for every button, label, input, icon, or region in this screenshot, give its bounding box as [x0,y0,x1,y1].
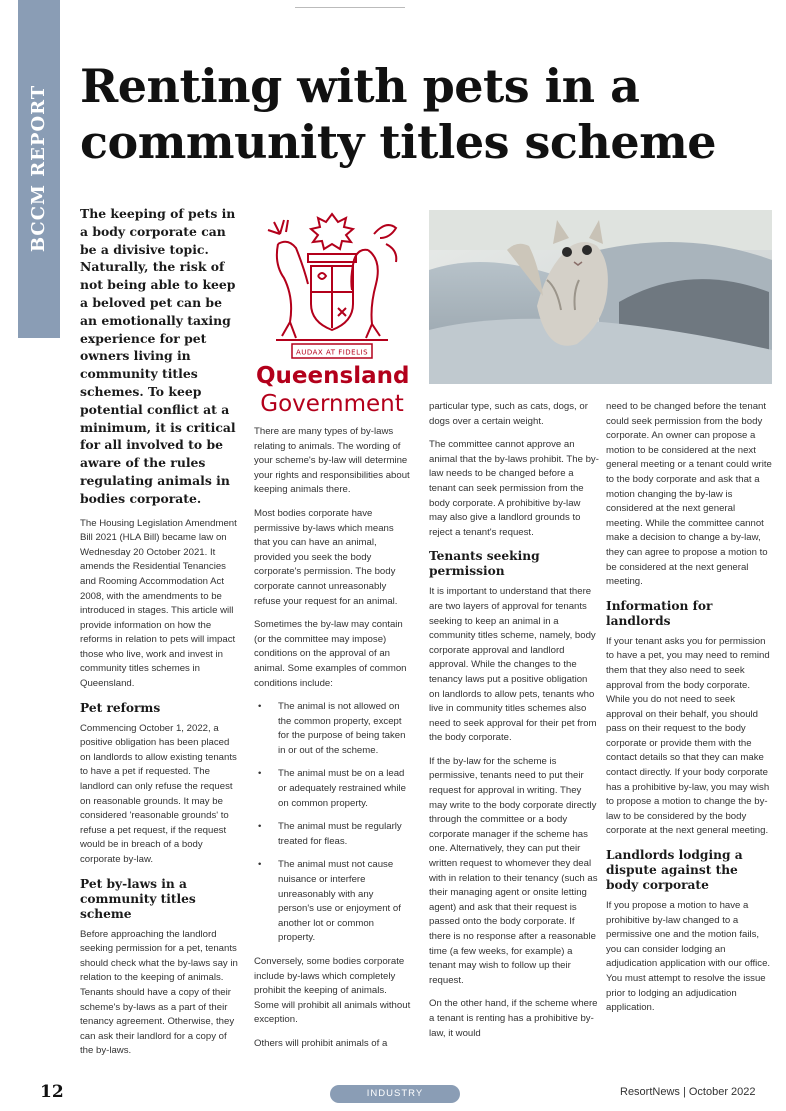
paragraph: Others will prohibit animals of a [254,1037,388,1049]
paragraph: On the other hand, if the scheme where a tenant is renting has a prohibitive by-law, it would [429,998,598,1039]
column-3 [429,400,599,1050]
paragraph: Sometimes the by-law may contain (or the committee may impose) conditions on the approval of an animal. Some examples of common conditions include: [254,619,407,689]
paragraph: The committee cannot approve an animal that the by-laws prohibit. The by-law needs to be changed before a tenant can seek permission from the body corporate. A prohibitive by-law may also give a landlord grounds to reject a tenant's request. [429,439,599,538]
paragraph: need to be changed before the tenant could seek permission from the body corporate. An owner can propose a motion to be considered at the next general meeting or a tenant could write to the body corporate and ask that a motion changing the by-law is considered at the next general meeting. While the committee cannot make a decision to change a by-law, they can agree to propose a motion to be considered at the next general meeting. [606,401,772,588]
queensland-government-wordmark [256,362,408,418]
conditions-list [254,700,412,946]
paragraph: Most bodies corporate have permissive by-laws which means that you can have an animal, provided you seek the body corporate's permission. The body corporate cannot unreasonably refuse your request for an animal. [254,507,398,607]
top-rule [295,7,405,8]
list-item: • The animal must not cause nuisance or interfere unreasonably with any person's use or enjoyment of another lot or common property. [254,858,412,946]
paragraph: It is important to understand that there are two layers of approval for tenants seeking to keep an animal in a community titles scheme, namely, body corporate approval and landlord approval. While the changes to the tenancy laws put a positive obligation on landlords to allow pets, tenants who live in community titles schemes also need to seek approval for their pet from the body corporate. [429,586,597,744]
queensland-crest-logo [256,204,408,364]
heading-pet-bylaws: Pet by-laws in a community titles scheme [80,876,196,921]
publication-info: ResortNews | October 2022 [620,1086,756,1098]
paragraph: Before approaching the landlord seeking permission for a pet, tenants should check what the by-laws say in relation to the keeping of animals. Tenants should have a copy of their scheme's by-laws as a part of their tenancy agreement. Otherwise, they can ask their landlord for a copy of the by-laws. [80,928,238,1057]
wordmark-line-1: Queensland [256,363,410,389]
column-2 [254,425,412,1061]
article-title: Renting with pets in a community titles scheme [80,59,717,169]
wordmark-line-2: Government [260,391,404,417]
list-item: • The animal must be on a lead or adequately restrained while on common property. [254,767,412,811]
heading-information-for-landlords: Information for landlords [606,598,713,628]
heading-landlords-lodging-dispute: Landlords lodging a dispute against the body corporate [606,848,743,893]
column-1 [80,205,242,1068]
heading-tenants-seeking-permission: Tenants seeking permission [429,549,540,579]
paragraph: Conversely, some bodies corporate include by-laws which completely prohibit the keeping of animals. Some will prohibit all animals without exception. [254,956,411,1026]
intro-paragraph: The keeping of pets in a body corporate can be a divisive topic. Naturally, the risk of not being able to keep a beloved pet can be an emotionally taxing experience for pet owners living in community titles schemes. To keep potential conflict at a minimum, it is critical for all involved to be aware of the rules regulating animals in bodies corporate. [80,206,236,506]
paragraph: There are many types of by-laws relating to animals. The wording of your scheme's by-law will determine your rights and responsibilities about keeping animals there. [254,426,410,496]
paragraph: The Housing Legislation Amendment Bill 2021 (HLA Bill) became law on Wednesday 20 October 2021. It amends the Residential Tenancies and Rooming Accommodation Act 2008, with the amendments to be introduced in stages. This article will provide information on how the reforms in relation to pets will impact those who live, work and invest in community titles schemes in Queensland. [80,517,237,690]
section-sidebar [18,0,60,338]
heading-pet-reforms: Pet reforms [80,700,161,715]
list-item: • The animal must be regularly treated for fleas. [254,820,412,849]
section-tag: INDUSTRY [330,1085,460,1103]
list-item: • The animal is not allowed on the common property, except for the purpose of being taken in or out of the scheme. [254,700,412,758]
paragraph: If your tenant asks you for permission to have a pet, you may need to remind them that they also need to seek approval from the body corporate. While you do not need to seek approval on their behalf, you should pass on their request to the body corporate or provide them with the contact details so that they can make contact directly. If your body corporate has a prohibitive by-law, you may wish to propose a motion to change the by-law to be considered by the body corporate at the next general meeting. [606,635,770,837]
page-number: 12 [40,1082,64,1102]
kitten-on-sofa-photo [429,210,772,384]
column-4 [606,400,772,1025]
paragraph: Commencing October 1, 2022, a positive obligation has been placed on landlords to allow existing tenants to have a pet if requested. The landlord can only refuse the request on reasonable grounds. It may be considered 'reasonable grounds' to refuse a pet request, if the request would be in breach of a body corporate by-law. [80,722,237,866]
section-label: BCCM REPORT [28,84,50,252]
paragraph: If the by-law for the scheme is permissive, tenants need to put their request for approval in writing. They may write to the body corporate directly through the committee or a body corporate manager if the scheme has one. Alternatively, they can put their written request to whomever they deal with in relation to their tenancy (such as their managing agent or onsite letting agent) and ask that their request is passed onto the body corporate. If there is no response after a reasonable time (a few weeks, for example) a tenant may wish to follow up their request. [429,755,598,986]
paragraph: particular type, such as cats, dogs, or dogs over a certain weight. [429,401,588,427]
paragraph: If you propose a motion to have a prohibitive by-law changed to a permissive one and the motion fails, you can consider lodging an adjudication application with our office. You must attempt to resolve the issue prior to lodging an adjudication application. [606,900,771,1014]
logo-motto: AUDAX AT FIDELIS [295,348,369,357]
